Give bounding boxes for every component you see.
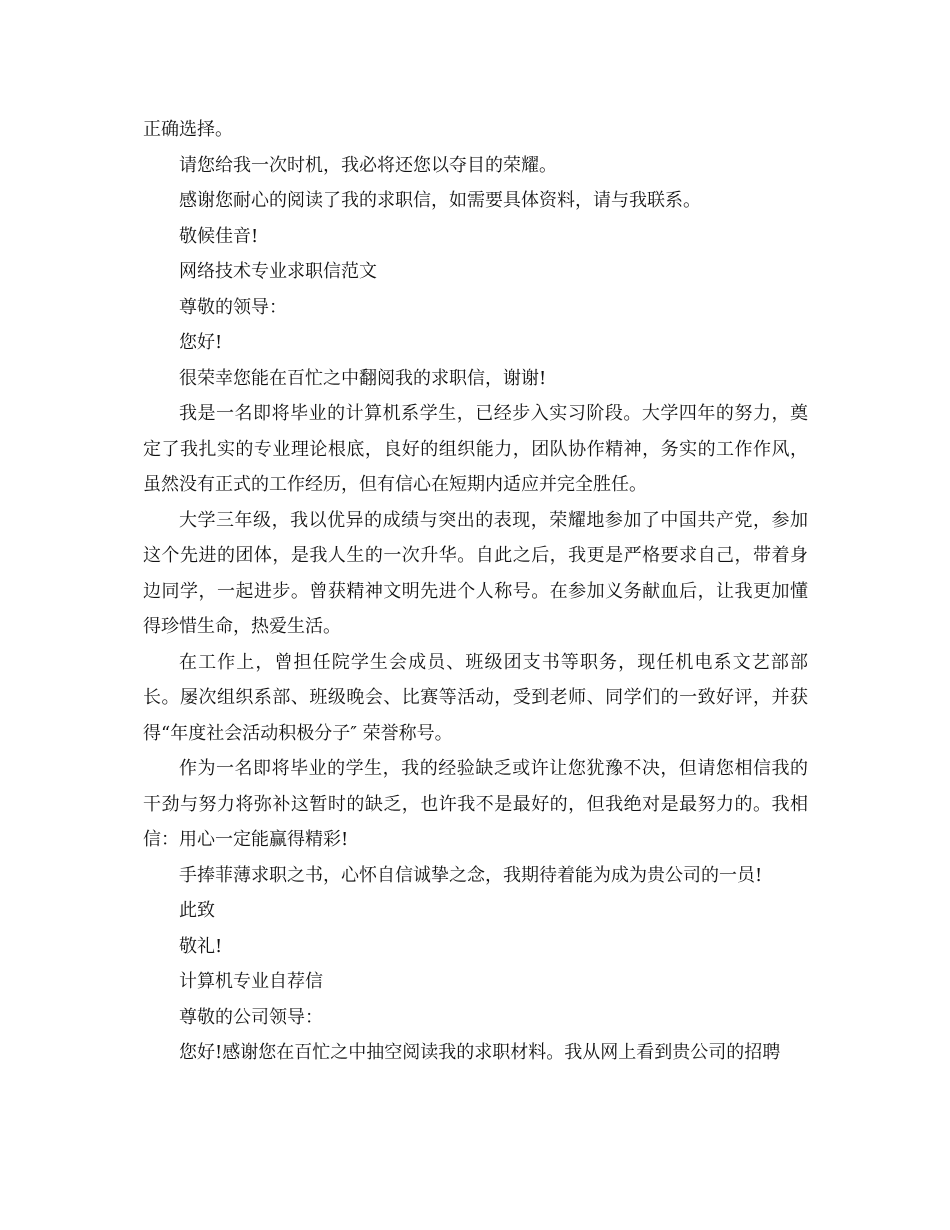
paragraph-17: 您好!感谢您在百忙之中抽空阅读我的求职材料。我从网上看到贵公司的招聘 — [179, 1042, 781, 1063]
closing-jingli: 敬礼! — [179, 935, 223, 957]
paragraph-12: 手捧菲薄求职之书，心怀自信诚挚之念，我期待着能为成为贵公司的一员! — [179, 864, 763, 886]
paragraph-1: 请您给我一次时机，我必将还您以夺目的荣耀。 — [179, 154, 557, 176]
paragraph-8: 我是一名即将毕业的计算机系学生，已经步入实习阶段。大学四年的努力，奠定了我扎实的专业理论根底，良好的组织能力，团队协作精神，务实的工作作风，虽然没有正式的工作经历，但有信心在短期内适应并完全胜任。 — [143, 403, 808, 495]
salutation: 尊敬的领导： — [179, 296, 287, 318]
paragraph-3: 敬候佳音! — [179, 225, 259, 247]
paragraph-0: 正确选择。 — [143, 119, 233, 140]
salutation-2: 尊敬的公司领导： — [179, 1006, 323, 1028]
section-title-computer-self-recommendation: 计算机专业自荐信 — [179, 971, 323, 992]
paragraph-9: 大学三年级，我以优异的成绩与突出的表现，荣耀地参加了中国共产党，参加这个先进的团体，是我人生的一次升华。自此之后，我更是严格要求自己，带着身边同学，一起进步。曾获精神文明先进个人称号。在参加义务献血后，让我更加懂得珍惜生命，热爱生活。 — [143, 509, 808, 637]
greeting: 您好! — [179, 332, 223, 353]
closing-cizhi: 此致 — [179, 900, 215, 921]
paragraph-11: 作为一名即将毕业的学生，我的经验缺乏或许让您犹豫不决，但请您相信我的干劲与努力将弥补这暂时的缺乏，也许我不是最好的，但我绝对是最努力的。我相信：用心一定能赢得精彩! — [143, 758, 808, 850]
paragraph-2: 感谢您耐心的阅读了我的求职信，如需要具体资料，请与我联系。 — [179, 190, 701, 211]
section-title-network-tech-cover-letter: 网络技术专业求职信范文 — [179, 261, 377, 282]
paragraph-10: 在工作上，曾担任院学生会成员、班级团支书等职务，现任机电系文艺部部长。屡次组织系部、班级晚会、比赛等活动，受到老师、同学们的一致好评，并获得“年度社会活动积极分子″ 荣誉称号。 — [143, 651, 808, 744]
document-body — [143, 112, 808, 1071]
paragraph-7: 很荣幸您能在百忙之中翻阅我的求职信，谢谢! — [179, 367, 547, 389]
